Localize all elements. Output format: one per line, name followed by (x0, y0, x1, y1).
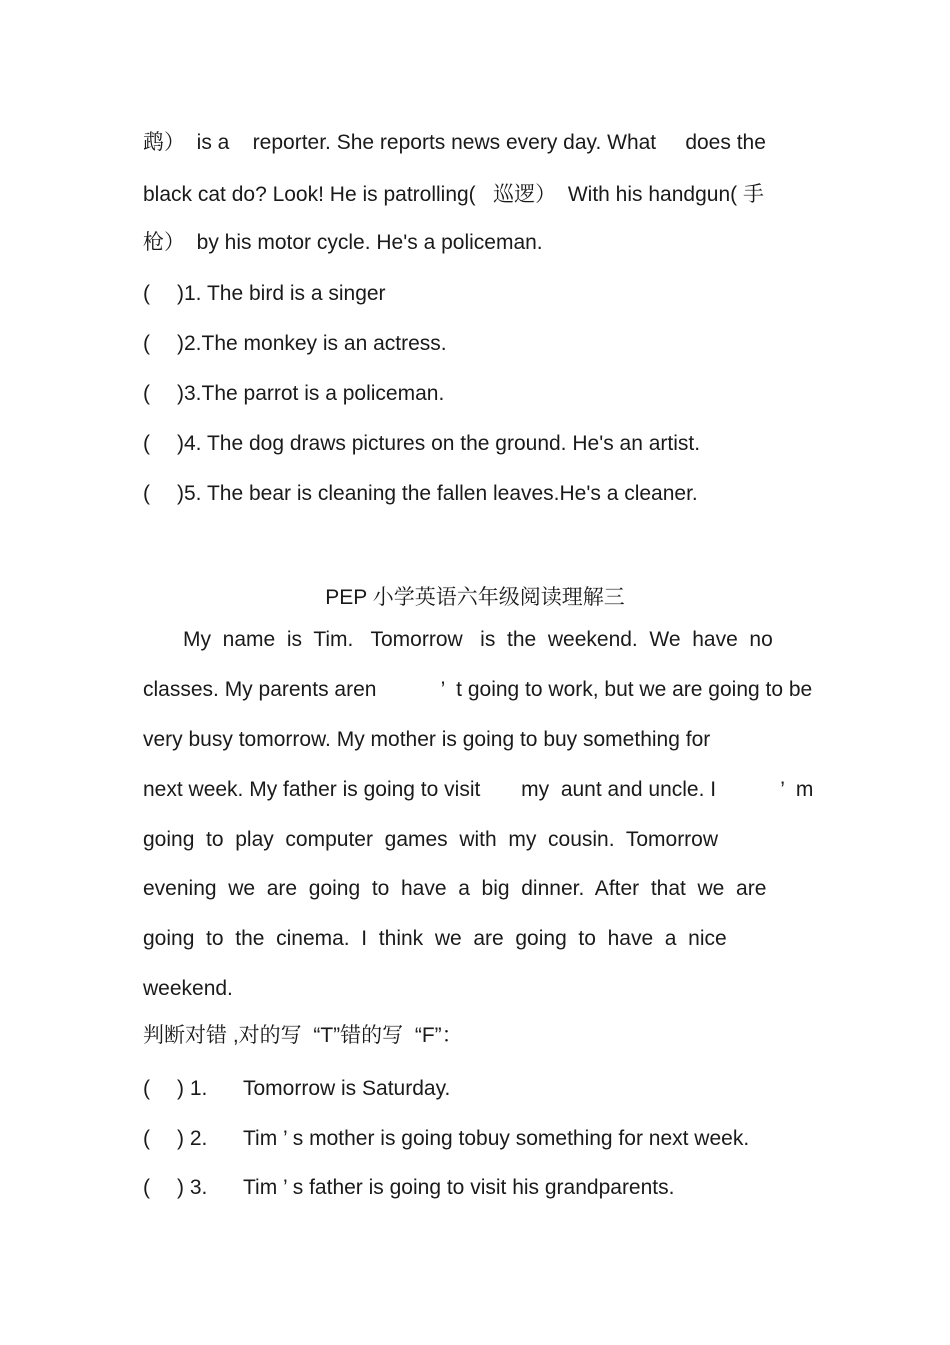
answer-paren: ( (143, 332, 150, 355)
passage-line: next week. My father is going to visit my aunt and uncle. I ’ m (143, 778, 814, 801)
question-text: Tomorrow is Saturday. (243, 1077, 451, 1100)
question-item (143, 281, 386, 307)
question-text: )5. The bear is cleaning the fallen leaves.He's a cleaner. (177, 482, 698, 505)
answer-paren: ( (143, 432, 150, 455)
passage-line: black cat do? Look! He is patrolling( 巡逻） With his handgun( 手 (143, 183, 764, 206)
passage-line: My name is Tim. Tomorrow is the weekend. We have no (183, 628, 773, 651)
question-text: )4. The dog draws pictures on the ground. He's an artist. (177, 432, 701, 455)
answer-paren: ( (143, 1176, 150, 1199)
passage-line: 鹉） is a reporter. She reports news every day. What does the (143, 131, 766, 154)
question-item (143, 381, 444, 407)
answer-paren: ( (143, 482, 150, 505)
question-item (143, 481, 698, 507)
passage-line: evening we are going to have a big dinner. After that we are (143, 877, 767, 900)
question-item (143, 331, 447, 357)
answer-paren: ( (143, 1127, 150, 1150)
passage-line: classes. My parents aren ’ t going to work, but we are going to be (143, 678, 813, 701)
question-number: ) 3. (177, 1176, 208, 1199)
question-item (143, 1175, 674, 1201)
question-number: ) 1. (177, 1077, 208, 1100)
passage-line: very busy tomorrow. My mother is going to buy something for (143, 728, 711, 751)
question-text: )3.The parrot is a policeman. (177, 382, 445, 405)
question-text: )2.The monkey is an actress. (177, 332, 447, 355)
question-text: Tim ’ s father is going to visit his grandparents. (243, 1176, 675, 1199)
question-text: )1. The bird is a singer (177, 282, 386, 305)
answer-paren: ( (143, 1077, 150, 1100)
answer-paren: ( (143, 382, 150, 405)
instruction: 判断对错 ,对的写 “T”错的写 “F”： (143, 1024, 463, 1047)
question-item (143, 431, 700, 457)
section-title: PEP 小学英语六年级阅读理解三 (325, 586, 625, 609)
question-item (143, 1076, 450, 1102)
passage-line: 枪） by his motor cycle. He's a policeman. (143, 231, 543, 254)
question-text: Tim ’ s mother is going tobuy something for next week. (243, 1127, 750, 1150)
passage-line: weekend. (143, 977, 233, 1000)
question-number: ) 2. (177, 1127, 208, 1150)
passage-line: going to the cinema. I think we are going to have a nice (143, 927, 727, 950)
passage-line: going to play computer games with my cousin. Tomorrow (143, 828, 719, 851)
answer-paren: ( (143, 282, 150, 305)
question-item (143, 1126, 749, 1152)
